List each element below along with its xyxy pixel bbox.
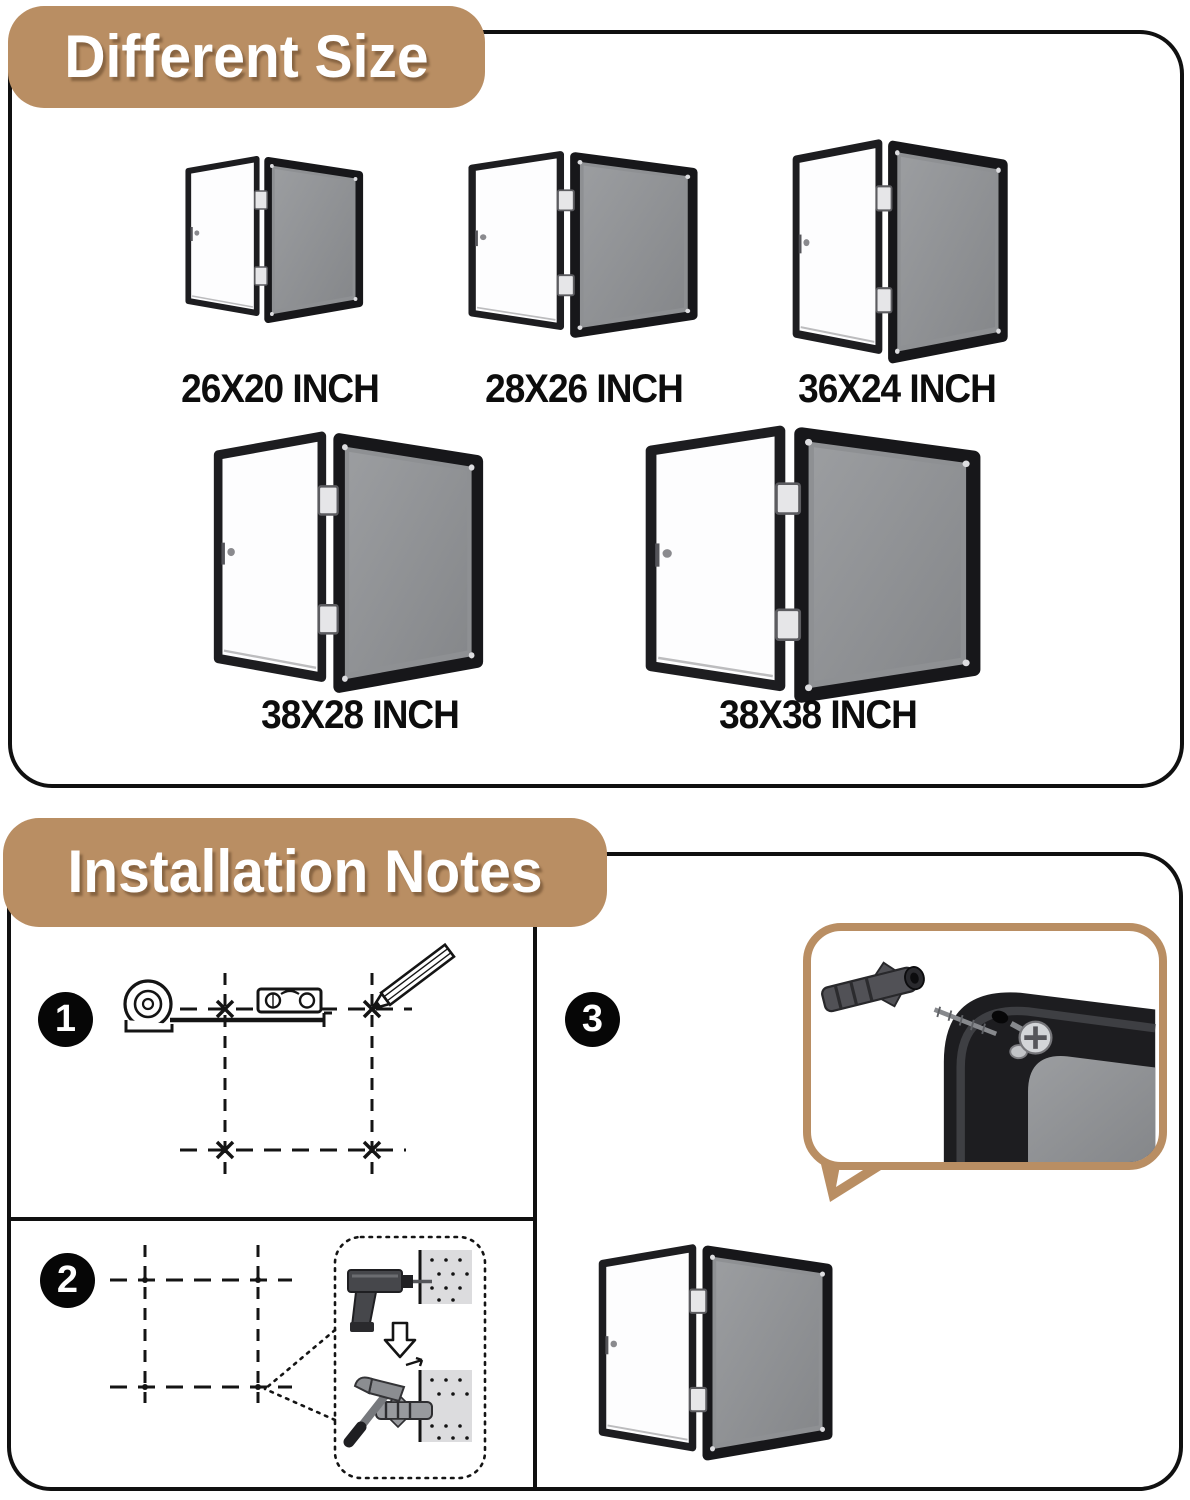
step-row-divider — [11, 1217, 535, 1221]
step-1-number: 1 — [54, 998, 77, 1040]
board-illustration-26x20 — [175, 155, 365, 325]
step-1-illustration — [20, 940, 520, 1205]
step-3-circle — [565, 992, 620, 1047]
step-2-circle — [40, 1253, 95, 1308]
step-1-circle — [38, 992, 93, 1047]
different-size-title-badge — [8, 6, 485, 108]
step-2-number: 2 — [56, 1259, 79, 1301]
size-label-36x24: 36X24 INCH — [798, 366, 996, 411]
board-corner-closeup — [811, 931, 1159, 1162]
wall-anchor-icon — [818, 954, 929, 1022]
step-3-callout-bubble — [803, 923, 1167, 1170]
drill-hole-marks — [110, 1245, 292, 1403]
size-label-38x28: 38X28 INCH — [261, 692, 459, 737]
size-label-38x38: 38X38 INCH — [719, 692, 917, 737]
column-divider — [533, 856, 537, 1487]
board-illustration-38x28 — [198, 430, 486, 696]
pencil-icon — [367, 945, 453, 1015]
size-label-28x26: 28X26 INCH — [485, 366, 683, 411]
step-2-illustration — [20, 1230, 520, 1492]
size-label-26x20: 26X20 INCH — [181, 366, 379, 411]
installation-notes-title: Installation Notes — [67, 838, 543, 906]
board-illustration-38x38 — [626, 424, 984, 706]
board-illustration-28x26 — [455, 150, 700, 340]
level-icon — [258, 989, 321, 1012]
step-3-number: 3 — [581, 998, 604, 1040]
wall-icon — [420, 1250, 472, 1304]
board-illustration-step3 — [585, 1243, 835, 1463]
installation-notes-title-badge — [3, 818, 607, 927]
board-illustration-36x24 — [780, 138, 1010, 366]
different-size-title: Different Size — [64, 22, 429, 91]
down-arrow-icon — [385, 1323, 415, 1357]
